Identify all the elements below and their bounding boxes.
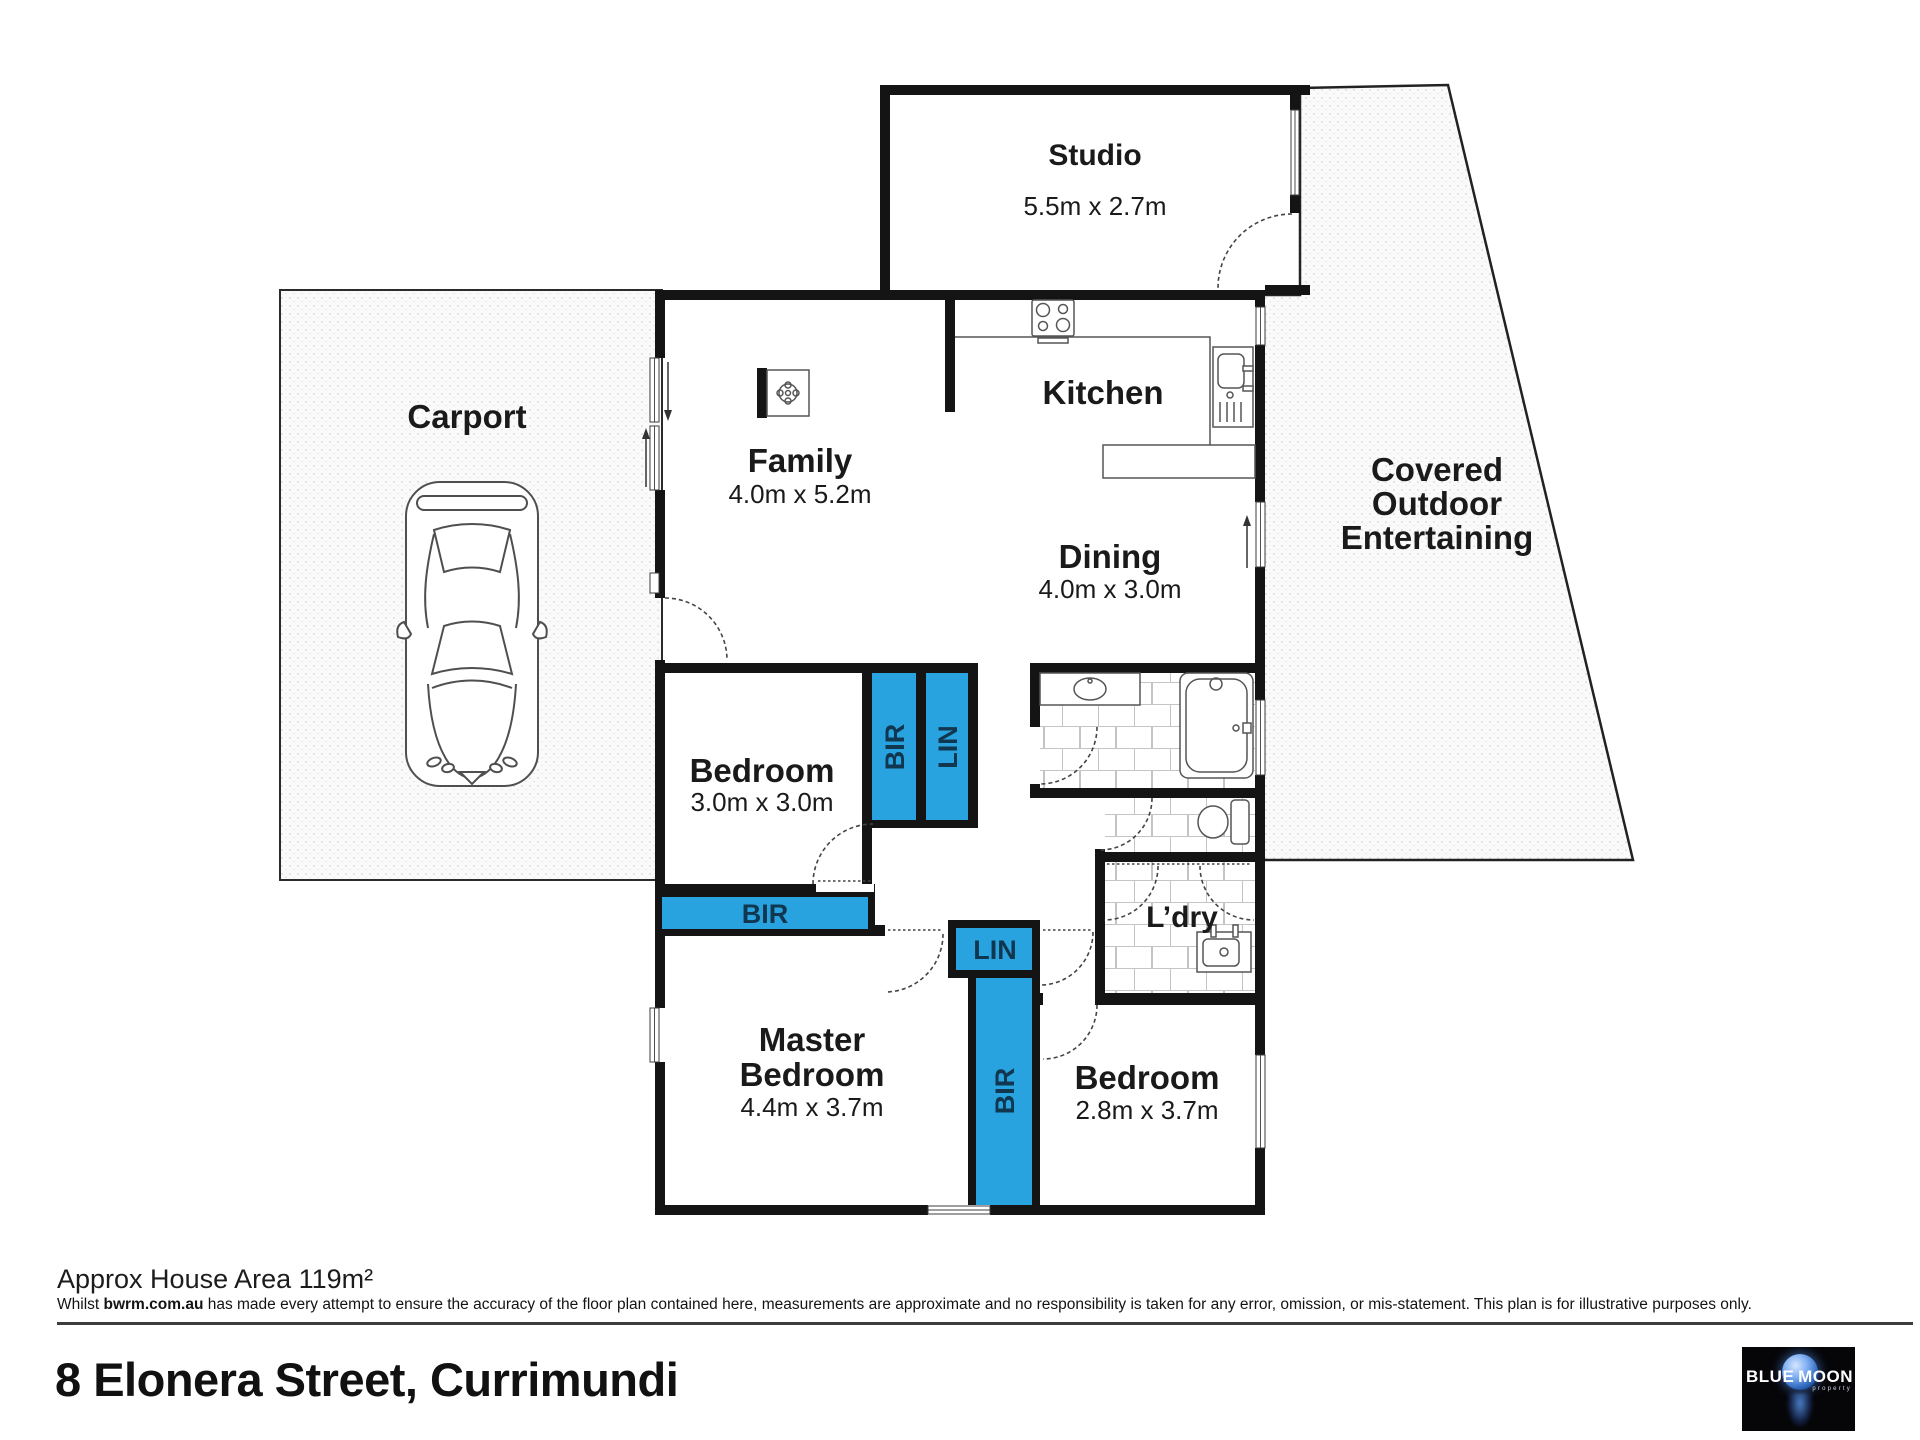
disclaimer-rest: has made every attempt to ensure the accuracy of the floor plan contained here, measurements are approximate and no responsibility is taken for any error, omission, or mis-statement. This plan is for illustrative purposes only.: [203, 1296, 1752, 1313]
appliance-fan-icon: [767, 370, 809, 416]
logo-word-blue: BLUE: [1746, 1367, 1795, 1386]
master-label-2: Bedroom: [739, 1056, 885, 1093]
closet-lin-box-label: LIN: [973, 935, 1017, 965]
kitchen-label: Kitchen: [1042, 374, 1164, 411]
car-icon: [397, 482, 547, 786]
outdoor-label-3: Entertaining: [1340, 519, 1534, 556]
studio-dims: 5.5m x 2.7m: [1023, 191, 1167, 221]
family-label: Family: [747, 442, 853, 479]
studio-label: Studio: [1048, 139, 1142, 172]
agency-logo: [1742, 1347, 1855, 1431]
disclaimer-text: [57, 1296, 1752, 1314]
disclaimer-site: bwrm.com.au: [103, 1296, 204, 1313]
door-master: [885, 930, 943, 992]
dining-dims: 4.0m x 3.0m: [1038, 574, 1182, 604]
bedroom3-dims: 2.8m x 3.7m: [1075, 1095, 1219, 1125]
master-dims: 4.4m x 3.7m: [740, 1092, 884, 1122]
window-bathroom-right: [1256, 700, 1265, 775]
moon-reflection: [1787, 1393, 1813, 1427]
bedroom2-label: Bedroom: [689, 752, 835, 789]
door-studio: [1218, 214, 1292, 288]
closet-lin-vertical-label: LIN: [933, 725, 963, 769]
house-area-text: Approx House Area 119m²: [57, 1264, 374, 1294]
closet-bir-strip-label: BIR: [990, 1067, 1020, 1115]
address-title: 8 Elonera Street, Currimundi: [55, 1353, 679, 1406]
laundry-label: L’dry: [1146, 901, 1218, 934]
window-master-left: [650, 1008, 659, 1062]
bathtub-icon: [1180, 673, 1253, 778]
carport-label: Carport: [407, 398, 527, 435]
window-master-bottom: [928, 1206, 990, 1214]
window-bedroom3-right: [1256, 1055, 1265, 1148]
closet-bir-vertical-label: BIR: [880, 723, 910, 771]
outdoor-label-2: Outdoor: [1371, 485, 1503, 522]
master-label-1: Master: [758, 1021, 866, 1058]
kitchen-bench-return: [1103, 445, 1255, 478]
logo-word-moon: MOON: [1798, 1367, 1853, 1386]
door-family-entry: [665, 598, 727, 660]
window-family-left: [650, 573, 659, 593]
closet-bir-horizontal-label: BIR: [741, 899, 789, 929]
dining-label: Dining: [1058, 538, 1162, 575]
disclaimer-prefix: Whilst: [57, 1296, 104, 1313]
vanity-basin-icon: [1040, 673, 1140, 705]
kitchen-sink-icon: [1213, 347, 1253, 427]
family-dims: 4.0m x 5.2m: [728, 479, 872, 509]
bedroom2-dims: 3.0m x 3.0m: [690, 787, 834, 817]
window-kitchen-right: [1256, 307, 1265, 345]
sliding-door-dining: [1243, 502, 1265, 568]
window-studio-right: [1291, 110, 1299, 195]
door-bedroom3: [1043, 1005, 1097, 1059]
footer-divider: [57, 1322, 1913, 1325]
logo-word-property: property: [1812, 1386, 1852, 1392]
outdoor-label-1: Covered: [1370, 451, 1504, 488]
door-hall-vestibule: [1040, 930, 1093, 985]
bedroom3-label: Bedroom: [1074, 1059, 1220, 1096]
